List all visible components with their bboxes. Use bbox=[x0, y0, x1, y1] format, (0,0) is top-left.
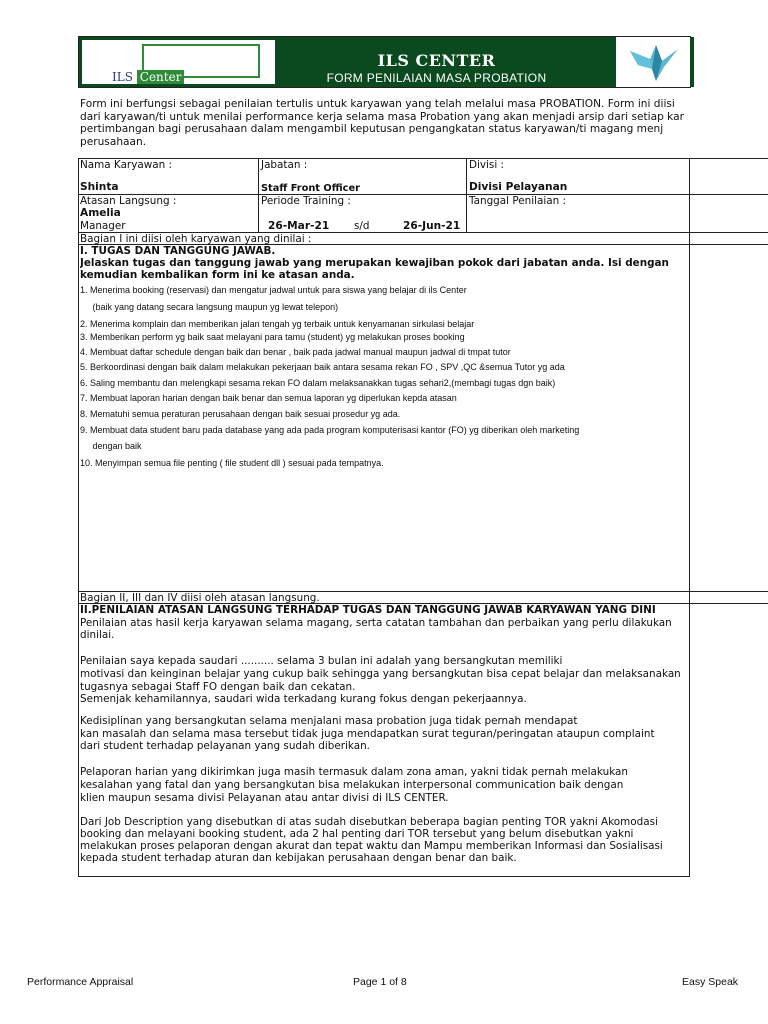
periode-sep: s/d bbox=[354, 220, 370, 232]
table-rule bbox=[466, 158, 467, 232]
duty-item: 9. Membuat data student baru pada database yang ada pada program komputerisasi kantor (FO) yg diberikan oleh marketing bbox=[80, 425, 580, 435]
assessment-line: booking dan melayani booking student, ada 2 hal penting dari TOR tersebut yang belum disebutkan yakni bbox=[80, 828, 634, 840]
periode-end[interactable]: 26-Jun-21 bbox=[403, 220, 461, 232]
assessment-line: Dari Job Description yang disebutkan di atas sudah disebutkan beberapa bagian penting TOR yakni Akomodasi bbox=[80, 816, 658, 828]
duty-item: (baik yang datang secara langsung maupun yg lewat telepon) bbox=[80, 302, 339, 312]
nama-label: Nama Karyawan : bbox=[80, 159, 172, 171]
nama-value[interactable]: Shinta bbox=[80, 181, 119, 193]
assessment-line: melakukan proses pelaporan dengan akurat dan tepat waktu dan Mampu memberikan Informasi dan Sosialisasi bbox=[80, 840, 663, 852]
form-table bbox=[78, 158, 768, 877]
part2-heading: II.PENILAIAN ATASAN LANGSUNG TERHADAP TUGAS DAN TANGGUNG JAWAB KARYAWAN YANG DINI bbox=[80, 604, 656, 616]
periode-start[interactable]: 26-Mar-21 bbox=[268, 220, 330, 232]
duty-item: 5. Berkoordinasi dengan baik dalam melakukan pekerjaan baik antara sesama rekan FO , SPV ,QC &semua Tutor yg ada bbox=[80, 362, 565, 372]
atasan-role: Manager bbox=[80, 220, 126, 232]
assessment-line: Penilaian saya kepada saudari .......... selama 3 bulan ini adalah yang bersangkutan memiliki bbox=[80, 655, 563, 667]
duty-item: 1. Menerima booking (reservasi) dan mengatur jadwal untuk para siswa yang belajar di ils Center bbox=[80, 285, 467, 295]
logo-center-text: Center bbox=[137, 70, 185, 84]
intro-line: Form ini berfungsi sebagai penilaian tertulis untuk karyawan yang telah melalui masa PROBATION. Form ini diisi bbox=[80, 98, 675, 110]
jabatan-label: Jabatan : bbox=[261, 159, 308, 171]
assessment-line: kan masalah dan selama masa tersebut tidak juga mendapatkan surat teguran/peringatan ataupun complaint bbox=[80, 728, 655, 740]
table-rule bbox=[258, 158, 259, 232]
footer-left: Performance Appraisal bbox=[27, 976, 134, 988]
assessment-line: tugasnya sebagai Staff FO dengan baik dan cekatan. bbox=[80, 681, 356, 693]
duty-item: dengan baik bbox=[80, 441, 142, 451]
duty-item: 2. Menerima komplain dan memberikan jalan tengah yg terbaik untuk kenyamanan sirkulasi belajar bbox=[80, 319, 475, 329]
table-rule bbox=[78, 158, 768, 159]
assessment-line: motivasi dan keinginan belajar yang cukup baik sehingga yang bersangkutan bisa cepat belajar dan melaksanakan bbox=[80, 668, 681, 680]
intro-text bbox=[80, 98, 690, 148]
divisi-value[interactable]: Divisi Pelayanan bbox=[469, 181, 568, 193]
part1-instruction: kemudian kembalikan form ini ke atasan anda. bbox=[80, 269, 355, 281]
part1-note: Bagian I ini diisi oleh karyawan yang dinilai : bbox=[80, 233, 312, 245]
part2-intro: dinilai. bbox=[80, 629, 115, 641]
duty-item: 4. Membuat daftar schedule dengan baik dan benar , baik pada jadwal manual maupun jadwal di tmpat tutor bbox=[80, 347, 511, 357]
duty-item: 6. Saling membantu dan melengkapi sesama rekan FO dalam melaksanakkan tugas sehari2,(membagi tugas dgn baik) bbox=[80, 378, 556, 388]
part1-instruction: Jelaskan tugas dan tanggung jawab yang merupakan kewajiban pokok dari jabatan anda. Isi dengan bbox=[80, 257, 669, 269]
part2-intro: Penilaian atas hasil kerja karyawan selama magang, serta catatan tambahan dan perbaikan yang perlu dilakukan bbox=[80, 617, 672, 629]
table-rule bbox=[78, 158, 79, 877]
bird-logo bbox=[616, 37, 690, 87]
ils-center-logo bbox=[82, 40, 275, 84]
jabatan-value[interactable]: Staff Front Officer bbox=[261, 183, 360, 194]
table-rule bbox=[78, 194, 768, 195]
duty-item: 3. Memberikan perform yg baik saat melayani para tamu (student) yg melakukan proses booking bbox=[80, 332, 465, 342]
duty-item: 8. Mematuhi semua peraturan perusahaan dengan baik sesuai prosedur yg ada. bbox=[80, 409, 401, 419]
table-rule bbox=[78, 876, 690, 877]
intro-line: pertimbangan bagi perusahaan dalam mengambil keputusan pengangkatan status karyawan/ti magang menj bbox=[80, 123, 664, 136]
logo-ils-text: ILS bbox=[112, 70, 133, 84]
footer-right: Easy Speak bbox=[682, 976, 739, 988]
assessment-line: Pelaporan harian yang dikirimkan juga masih termasuk dalam zona aman, yakni tidak pernah melakukan bbox=[80, 766, 628, 778]
assessment-line: Semenjak kehamilannya, saudari wida terkadang kurang fokus dengan pekerjaannya. bbox=[80, 693, 527, 705]
assessment-line: kepada student terhadap aturan dan kebijakan perusahaan dengan benar dan baik. bbox=[80, 852, 517, 864]
part2-note: Bagian II, III dan IV diisi oleh atasan langsung. bbox=[80, 592, 320, 604]
intro-line: perusahaan. bbox=[80, 135, 147, 148]
logo-text bbox=[112, 70, 184, 84]
form-header bbox=[78, 36, 691, 88]
periode-label: Periode Training : bbox=[261, 195, 351, 207]
assessment-line: dari student terhadap pelayanan yang sudah diberikan. bbox=[80, 740, 370, 752]
bird-icon bbox=[616, 37, 690, 87]
intro-line: dari karyawan/ti untuk menilai performance kerja selama masa Probation yang akan menjadi arsip dari setiap kar bbox=[80, 110, 684, 123]
atasan-value[interactable]: Amelia bbox=[80, 207, 121, 219]
part1-heading: I. TUGAS DAN TANGGUNG JAWAB. bbox=[80, 245, 276, 257]
duty-item: 10. Menyimpan semua file penting ( file student dll ) sesuai pada tempatnya. bbox=[80, 458, 384, 468]
divisi-label: Divisi : bbox=[469, 159, 505, 171]
page-subtitle: FORM PENILAIAN MASA PROBATION bbox=[326, 71, 547, 85]
page-title: ILS CENTER bbox=[377, 51, 496, 70]
atasan-label: Atasan Langsung : bbox=[80, 195, 177, 207]
assessment-line: kesalahan yang fatal dan yang bersangkutan bisa melakukan interpersonal communication baik dengan bbox=[80, 779, 624, 791]
assessment-line: klien maupun sesama divisi Pelayanan atau antar divisi di ILS CENTER. bbox=[80, 792, 449, 804]
assessment-line: Kedisiplinan yang bersangkutan selama menjalani masa probation juga tidak pernah mendapat bbox=[80, 715, 578, 727]
tanggal-label: Tanggal Penilaian : bbox=[469, 195, 566, 207]
page-number: Page 1 of 8 bbox=[353, 976, 407, 988]
duty-item: 7. Membuat laporan harian dengan baik benar dan semua laporan yg diperlukan kepda atasan bbox=[80, 393, 457, 403]
